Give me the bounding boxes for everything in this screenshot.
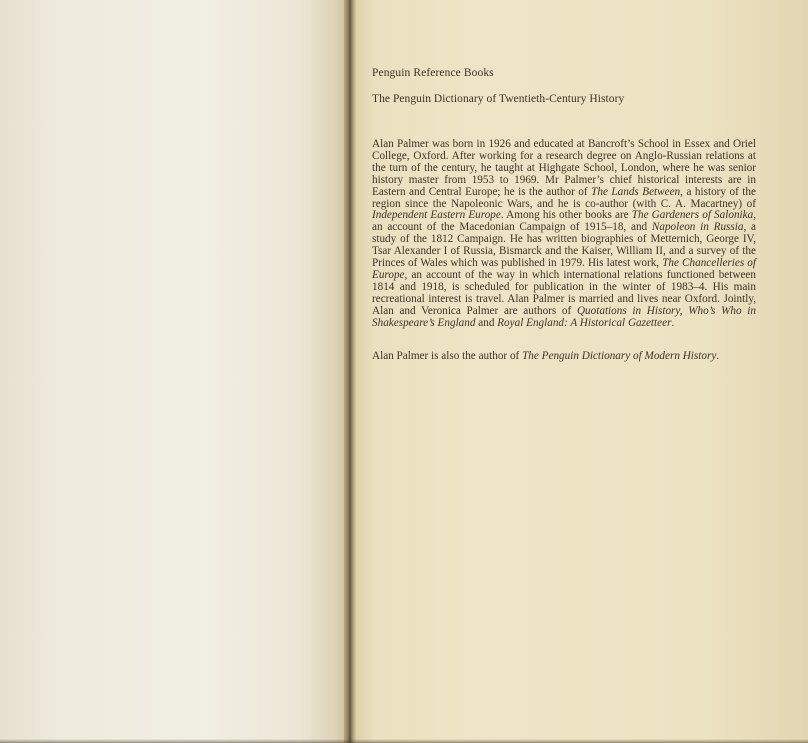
bio-book-title: The Gardeners of Salonika xyxy=(631,209,754,222)
bio-book-title: Quotations in History, Who’s Who in Shakespeare’s England xyxy=(372,304,756,329)
bio-text: , a history of the region since the Napoleonic Wars, and he is co-author (with C. A. Macartney) of xyxy=(372,185,756,210)
other-works-text: . xyxy=(716,350,720,362)
bio-text: Alan Palmer was born in 1926 and educated at Bancroft’s School in Essex and Oriel College, Oxford. After working for a research degree on Anglo-Russian relations at the turn of the century, he taught at Highgate School, London, where he was senior history master from 1953 to 1969. Mr Palmer’s chief historical interests are in Eastern and Central Europe; he is the author of xyxy=(372,138,756,198)
right-page xyxy=(354,0,808,743)
page-bottom-edge xyxy=(0,739,808,743)
book-title: The Penguin Dictionary of Twentieth-Century History xyxy=(372,93,625,105)
bio-text: . xyxy=(671,316,675,329)
bio-book-title: The Lands Between xyxy=(591,185,681,198)
bio-book-title: The Chancelleries of Europe xyxy=(372,257,756,281)
book-gutter xyxy=(344,0,356,743)
bio-book-title: Royal England: A Historical Gazetteer xyxy=(497,316,672,329)
bio-text: , a study of the 1812 Campaign. He has written biographies of Metternich, George IV, Tsar Alexander I of Russia, Bismarck and the Kaiser, William II, and a survey of the Princes of Wales which was published in 1979. His latest work, xyxy=(372,221,756,270)
other-works-title: The Penguin Dictionary of Modern History xyxy=(522,350,717,362)
bio-book-title: Independent Eastern Europe xyxy=(372,209,501,222)
bio-book-title: Napoleon in Russia xyxy=(651,221,744,234)
series-name: Penguin Reference Books xyxy=(372,67,494,79)
bio-text: . Among his other books are xyxy=(500,209,632,222)
left-page-blank xyxy=(0,0,349,743)
author-other-works xyxy=(372,351,756,363)
author-biography xyxy=(372,139,756,330)
bio-text: , an account of the Macedonian Campaign of 1915–18, and xyxy=(372,209,756,234)
bio-text: and xyxy=(475,316,498,329)
bio-text: , an account of the way in which international relations functioned between 1814 and 1918, is scheduled for publication in the winter of 1983–4. His main recreational interest is travel. Alan Palmer is married and lives near Oxford. Jointly, Alan and Veronica Palmer are authors of xyxy=(372,268,756,317)
other-works-text: Alan Palmer is also the author of xyxy=(372,350,523,362)
